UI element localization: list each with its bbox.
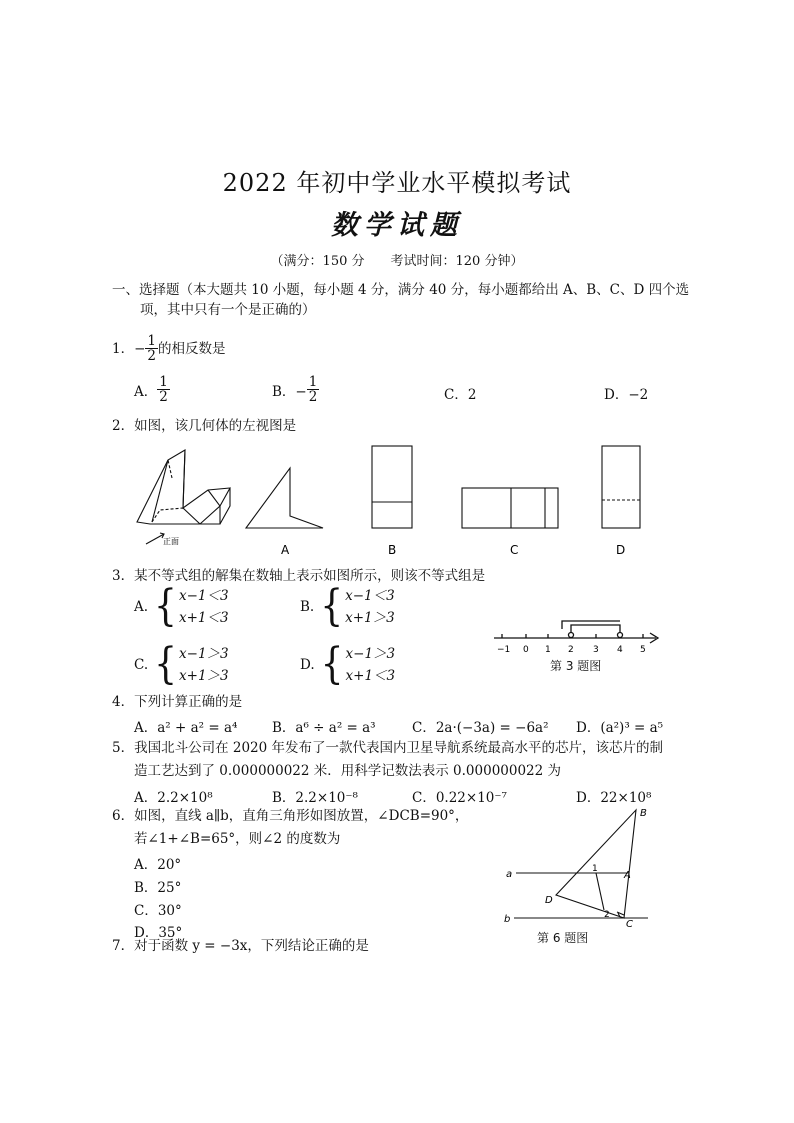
q2-figure	[130, 440, 670, 560]
exam-meta: （满分：150 分 考试时间：120 分钟）	[270, 254, 524, 269]
svg-text:1: 1	[592, 864, 598, 874]
q6-figure	[500, 805, 660, 930]
q5-option-a: A．2.2×10⁸	[134, 790, 213, 806]
question-1	[112, 334, 226, 363]
question-5-line1: 5．我国北斗公司在 2020 年发布了一款代表国内卫星导航系统最高水平的芯片，该芯片的制	[112, 740, 664, 756]
q1-number: 1．	[112, 340, 135, 357]
q3-option-a: A. { x−1＜3 x+1＜3	[134, 581, 229, 631]
question-5-line2: 造工艺达到了 0.000000022 米．用科学记数法表示 0.000000022 为	[134, 763, 562, 779]
q5-option-d: D．22×10⁸	[576, 790, 652, 806]
svg-text:D: D	[545, 895, 553, 906]
q2-label-a: A	[281, 543, 290, 557]
q2-label-d: D	[616, 543, 626, 557]
svg-text:1: 1	[545, 645, 551, 655]
svg-text:3: 3	[593, 645, 599, 655]
option-c-shape	[462, 488, 558, 528]
q1-option-b: B．− $\frac{1}{2}$	[272, 374, 318, 405]
svg-text:A: A	[624, 870, 631, 881]
q3-caption: 第 3 题图	[550, 659, 602, 673]
q4-option-a: A．a² + a² = a⁴	[134, 720, 238, 736]
q6-option-b: B．25°	[134, 880, 182, 896]
section-heading-cont: 项，其中只有一个是正确的）	[140, 302, 316, 318]
svg-text:−1: −1	[497, 645, 511, 655]
question-2: 2．如图，该几何体的左视图是	[112, 418, 297, 434]
q6-option-c: C．30°	[134, 903, 182, 919]
q2-label-b: B	[388, 543, 397, 557]
q1-option-d: D．−2	[604, 387, 649, 403]
option-a-shape	[246, 468, 323, 528]
q1-fraction: $\frac{1}{2}$	[147, 333, 156, 364]
q3-option-b: B. { x−1＜3 x+1＞3	[300, 581, 395, 631]
page-subtitle: 数学试题	[331, 210, 463, 241]
question-7: 7．对于函数 y = −3x，下列结论正确的是	[112, 938, 369, 954]
q6-option-d: D．35°	[134, 925, 183, 941]
question-6-line2: 若∠1+∠B=65°，则∠2 的度数为	[134, 831, 341, 847]
svg-text:C: C	[626, 919, 633, 930]
section-heading: 一、选择题（本大题共 10 小题，每小题 4 分，满分 40 分，每小题都给出 A、B、C、D 四个选	[112, 282, 690, 298]
svg-text:4: 4	[617, 645, 623, 655]
question-3: 3．某不等式组的解集在数轴上表示如图所示，则该不等式组是	[112, 568, 486, 584]
q5-option-b: B．2.2×10⁻⁸	[272, 790, 358, 806]
svg-text:b: b	[504, 914, 511, 925]
q3-number-line	[490, 616, 665, 656]
q4-option-d: D．(a²)³ = a⁵	[576, 720, 664, 736]
option-b-shape	[372, 446, 412, 528]
q6-option-a: A．20°	[134, 857, 182, 873]
q4-option-b: B．a⁶ ÷ a² = a³	[272, 720, 376, 736]
option-d-shape	[602, 446, 640, 528]
q3-option-c: C. { x−1＞3 x+1＞3	[134, 639, 229, 689]
q1-option-c: C．2	[444, 387, 477, 403]
svg-text:5: 5	[640, 645, 646, 655]
q5-option-c: C．0.22×10⁻⁷	[412, 790, 507, 806]
svg-text:a: a	[506, 869, 513, 880]
svg-text:0: 0	[523, 645, 529, 655]
front-label: 正面	[163, 537, 179, 546]
svg-text:2: 2	[568, 645, 574, 655]
svg-text:2: 2	[604, 910, 610, 920]
question-4: 4．下列计算正确的是	[112, 694, 243, 710]
svg-text:B: B	[640, 808, 647, 819]
q3-option-d: D. { x−1＞3 x+1＜3	[300, 639, 396, 689]
q4-option-c: C．2a·(−3a) = −6a²	[412, 720, 549, 736]
q1-sign: −	[134, 340, 146, 357]
q6-caption: 第 6 题图	[537, 931, 589, 945]
q1-option-a: A． $\frac{1}{2}$	[134, 374, 168, 405]
q1-text: 的相反数是	[158, 340, 226, 357]
page-title: 2022 年初中学业水平模拟考试	[222, 169, 572, 197]
question-6-line1: 6．如图，直线 a∥b，直角三角形如图放置，∠DCB=90°，	[112, 808, 469, 824]
q2-label-c: C	[510, 543, 519, 557]
